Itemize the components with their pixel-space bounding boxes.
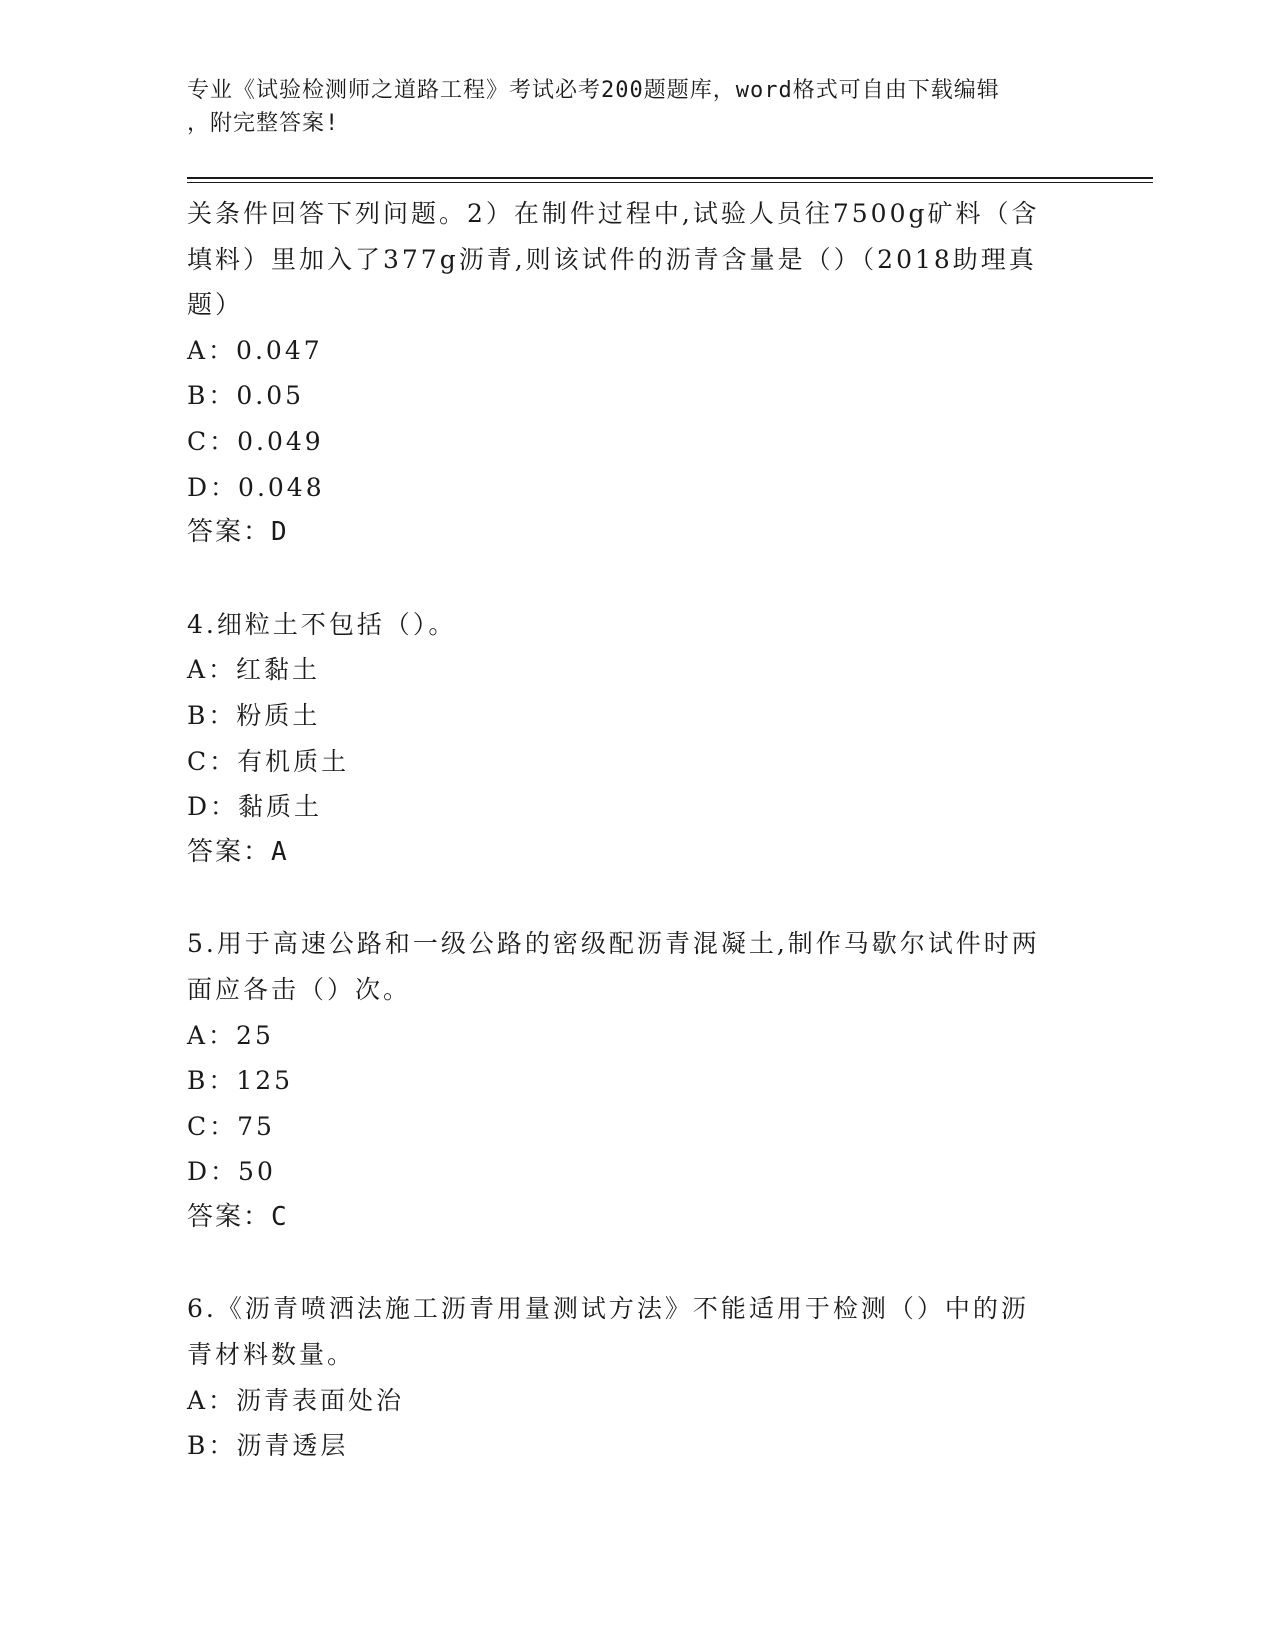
option-d: D：黏质土 [187,792,323,822]
question-text-line: 6.《沥青喷洒法施工沥青用量测试方法》不能适用于检测（）中的沥 [187,1294,1029,1324]
document-header [187,74,1067,140]
header-line-1: 专业《试验检测师之道路工程》考试必考200题题库，word格式可自由下载编辑 [187,78,1000,103]
question-text-line: 填料）里加入了377g沥青,则该试件的沥青含量是（）（2018助理真 [187,244,1037,274]
option-b: B：125 [187,1066,294,1096]
option-d: D：0.048 [187,472,325,502]
question-text-line: 青材料数量。 [187,1340,356,1370]
question-3 [187,191,1067,556]
question-spacer [187,875,1067,921]
option-a: A：0.047 [187,335,323,365]
question-text-line: 4.细粒土不包括（）。 [187,609,457,639]
option-a: A：沥青表面处治 [187,1385,405,1415]
option-b: B：0.05 [187,381,305,411]
question-text-line: 面应各击（）次。 [187,974,412,1004]
option-a: A：红黏土 [187,655,321,685]
option-c: C：有机质土 [187,746,350,776]
question-text-line: 5.用于高速公路和一级公路的密级配沥青混凝土,制作马歇尔试件时两 [187,929,1040,959]
header-divider-thick [187,177,1153,179]
answer-line: 答案：A [187,836,289,867]
question-5 [187,921,1067,1240]
header-line-2: ，附完整答案! [187,111,340,136]
option-a: A：25 [187,1020,274,1050]
option-d: D：50 [187,1157,276,1187]
question-text-line: 题） [187,290,244,320]
header-divider-thin [187,182,1153,183]
option-b: B：粉质土 [187,700,321,730]
question-4 [187,602,1067,876]
option-c: C：0.049 [187,426,324,456]
question-spacer [187,556,1067,602]
option-b: B：沥青透层 [187,1431,349,1461]
option-c: C：75 [187,1111,275,1141]
answer-line: 答案：C [187,1201,289,1232]
answer-line: 答案：D [187,517,289,548]
question-text-line: 关条件回答下列问题。2）在制件过程中,试验人员往7500g矿料（含 [187,199,1040,228]
question-6 [187,1286,1067,1468]
question-spacer [187,1240,1067,1286]
document-body [187,191,1067,1469]
